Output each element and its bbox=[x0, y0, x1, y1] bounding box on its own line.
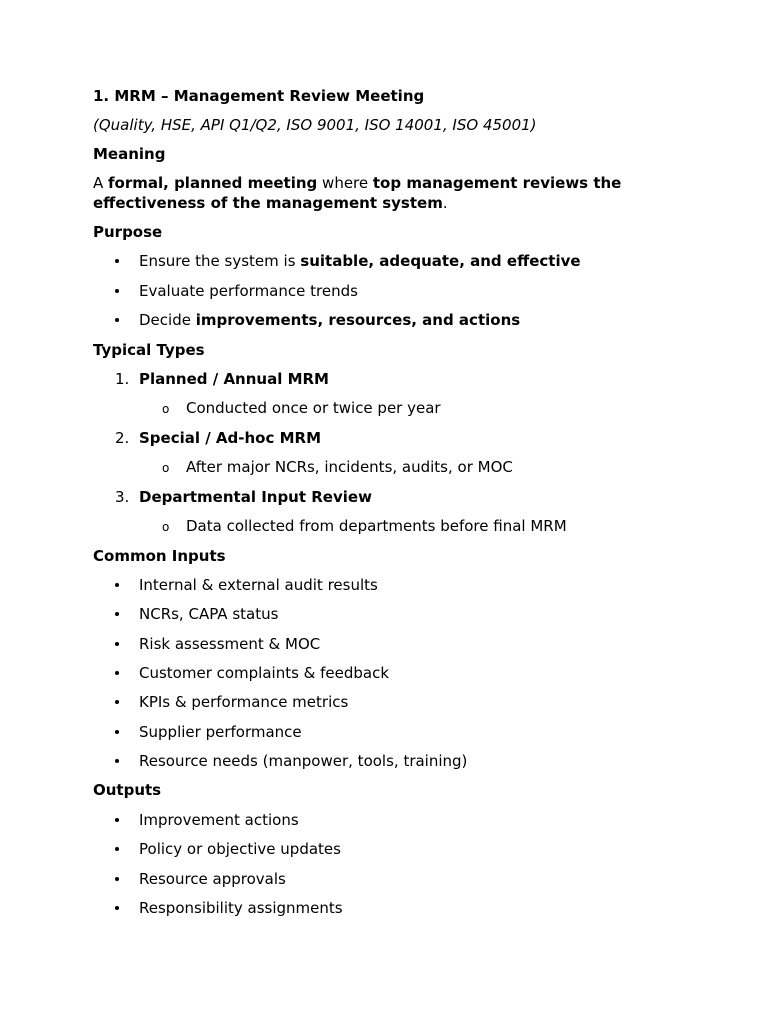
output-item-text: Policy or objective updates bbox=[139, 840, 341, 858]
inputs-heading: Common Inputs bbox=[93, 547, 226, 565]
bullet-icon bbox=[115, 839, 129, 859]
type-label: Special / Ad-hoc MRM bbox=[139, 429, 322, 447]
input-item-text: Risk assessment & MOC bbox=[139, 635, 321, 653]
purpose-item-text: Ensure the system is bbox=[139, 252, 301, 270]
bullet-icon bbox=[115, 251, 129, 271]
type-description: After major NCRs, incidents, audits, or MOC bbox=[186, 458, 513, 476]
purpose-item-emphasis: suitable, adequate, and effective bbox=[300, 252, 581, 270]
document-subtitle: (Quality, HSE, API Q1/Q2, ISO 9001, ISO 14001, ISO 45001) bbox=[93, 116, 537, 134]
types-heading: Typical Types bbox=[93, 341, 205, 359]
input-item-text: Internal & external audit results bbox=[139, 576, 378, 594]
bullet-icon bbox=[115, 810, 129, 830]
item-number: 1. bbox=[115, 370, 130, 388]
document-title: 1. MRM – Management Review Meeting bbox=[93, 87, 425, 105]
meaning-text-5: . bbox=[442, 194, 448, 212]
type-description: Conducted once or twice per year bbox=[186, 399, 441, 417]
type-description: Data collected from departments before final MRM bbox=[186, 517, 567, 535]
meaning-paragraph bbox=[93, 173, 673, 213]
purpose-heading: Purpose bbox=[93, 223, 163, 241]
purpose-item-text: Evaluate performance trends bbox=[139, 282, 358, 300]
purpose-item-emphasis: improvements, resources, and actions bbox=[195, 311, 521, 329]
meaning-text-3: where bbox=[317, 174, 373, 192]
meaning-text-4: top management reviews the effectiveness of the management system bbox=[93, 174, 622, 212]
bullet-icon bbox=[115, 751, 129, 771]
type-label: Departmental Input Review bbox=[139, 488, 372, 506]
output-item-text: Improvement actions bbox=[139, 811, 299, 829]
input-item-text: NCRs, CAPA status bbox=[139, 605, 279, 623]
bullet-icon bbox=[115, 281, 129, 301]
bullet-icon bbox=[115, 869, 129, 889]
output-item-text: Responsibility assignments bbox=[139, 899, 343, 917]
outputs-heading: Outputs bbox=[93, 781, 162, 799]
input-item-text: Supplier performance bbox=[139, 723, 302, 741]
bullet-icon bbox=[115, 575, 129, 595]
meaning-text-1: A bbox=[93, 174, 109, 192]
bullet-icon bbox=[115, 310, 129, 330]
type-label: Planned / Annual MRM bbox=[139, 370, 329, 388]
bullet-icon bbox=[115, 663, 129, 683]
sub-bullet-icon: o bbox=[162, 461, 170, 475]
sub-bullet-icon: o bbox=[162, 402, 170, 416]
meaning-text-2: formal, planned meeting bbox=[108, 174, 318, 192]
bullet-icon bbox=[115, 898, 129, 918]
output-item-text: Resource approvals bbox=[139, 870, 286, 888]
bullet-icon bbox=[115, 692, 129, 712]
input-item-text: Customer complaints & feedback bbox=[139, 664, 390, 682]
sub-bullet-icon: o bbox=[162, 520, 170, 534]
purpose-item-text: Decide bbox=[139, 311, 196, 329]
item-number: 2. bbox=[115, 429, 130, 447]
item-number: 3. bbox=[115, 488, 130, 506]
input-item-text: Resource needs (manpower, tools, training) bbox=[139, 752, 468, 770]
input-item-text: KPIs & performance metrics bbox=[139, 693, 349, 711]
bullet-icon bbox=[115, 634, 129, 654]
meaning-heading: Meaning bbox=[93, 145, 166, 163]
bullet-icon bbox=[115, 722, 129, 742]
bullet-icon bbox=[115, 604, 129, 624]
